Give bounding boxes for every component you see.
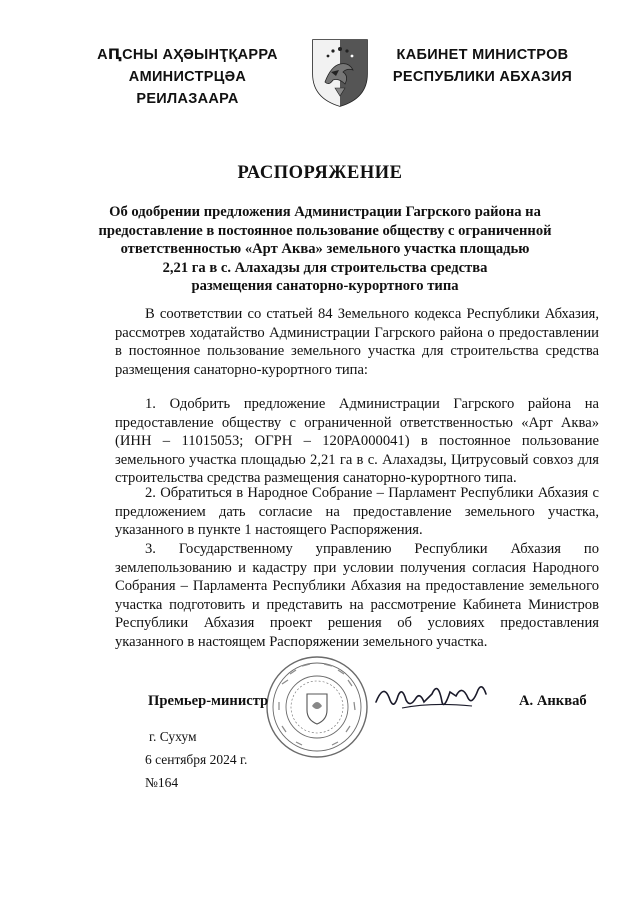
- header-right-line1: КАБИНЕТ МИНИСТРОВ: [396, 47, 569, 63]
- issue-city: г. Сухум: [149, 729, 197, 744]
- signatory-name: А. Анкваб: [519, 693, 587, 709]
- issue-date: 6 сентября 2024 г.: [145, 752, 248, 767]
- header-left: [80, 44, 295, 110]
- signatory-role: Премьер-министр: [148, 693, 269, 709]
- header-right-line2: РЕСПУБЛИКИ АБХАЗИЯ: [392, 69, 573, 85]
- handwritten-signature: [372, 672, 492, 718]
- subtitle-line: Об одобрении предложения Администрации Гагрского района на: [109, 204, 541, 220]
- subtitle-line: 2,21 га в с. Алахадзы для строительства средства: [162, 259, 488, 276]
- subtitle-line: ответственностью «Арт Аква» земельного участка площадью: [120, 241, 530, 257]
- document-title: РАСПОРЯЖЕНИЕ: [237, 163, 403, 183]
- document-subtitle: [90, 203, 560, 296]
- item-2-paragraph: 2. Обратиться в Народное Собрание – Парламент Республики Абхазия с предложением дать согласие на предоставление земельного участка, указанного в пункте 1 настоящего Распоряжения.: [115, 485, 599, 538]
- item-3-paragraph: 3. Государственному управлению Республики Абхазия по землепользованию и кадастру при условии получения согласия Народного Собрания – Парламента Республики Абхазия на предоставление земельного участка подготовить и представить на рассмотрение Кабинета Министров Республики Абхазия проект решения об условиях предоставления указанного в настоящем Распоряжении земельного участка.: [115, 541, 599, 650]
- subtitle-line: размещения санаторно-курортного типа: [191, 278, 459, 294]
- header-left-line2: АМИНИСТРЦӘА РЕИЛАЗААРА: [128, 69, 247, 107]
- official-seal: [262, 654, 372, 760]
- document-number: №164: [145, 775, 179, 790]
- item-1-paragraph: 1. Одобрить предложение Администрации Гагрского района на предоставление обществу с ограниченной ответственностью «Арт Аква» (ИНН – 11015053; ОГРН – 120РА000041) в постоянное пользование земельного участка площадью 2,21 га в с. Алахадзы, Цитрусовый совхоз для строительства средства размещения санаторно-курортного типа.: [115, 396, 599, 486]
- header-left-line1: АԤСНЫ АҲӘЫНҬҚАРРА: [97, 47, 278, 63]
- header-right: [385, 44, 580, 88]
- subtitle-line: предоставление в постоянное пользование обществу с ограниченной: [98, 222, 552, 239]
- abkhazia-coat-of-arms-icon: [309, 36, 371, 108]
- intro-paragraph: В соответствии со статьей 84 Земельного кодекса Республики Абхазия, рассмотрев ходатайство Администрации Гагрского района о предоставлении в постоянное пользование земельного участка для строительства средства размещения санаторно-курортного типа:: [115, 306, 599, 378]
